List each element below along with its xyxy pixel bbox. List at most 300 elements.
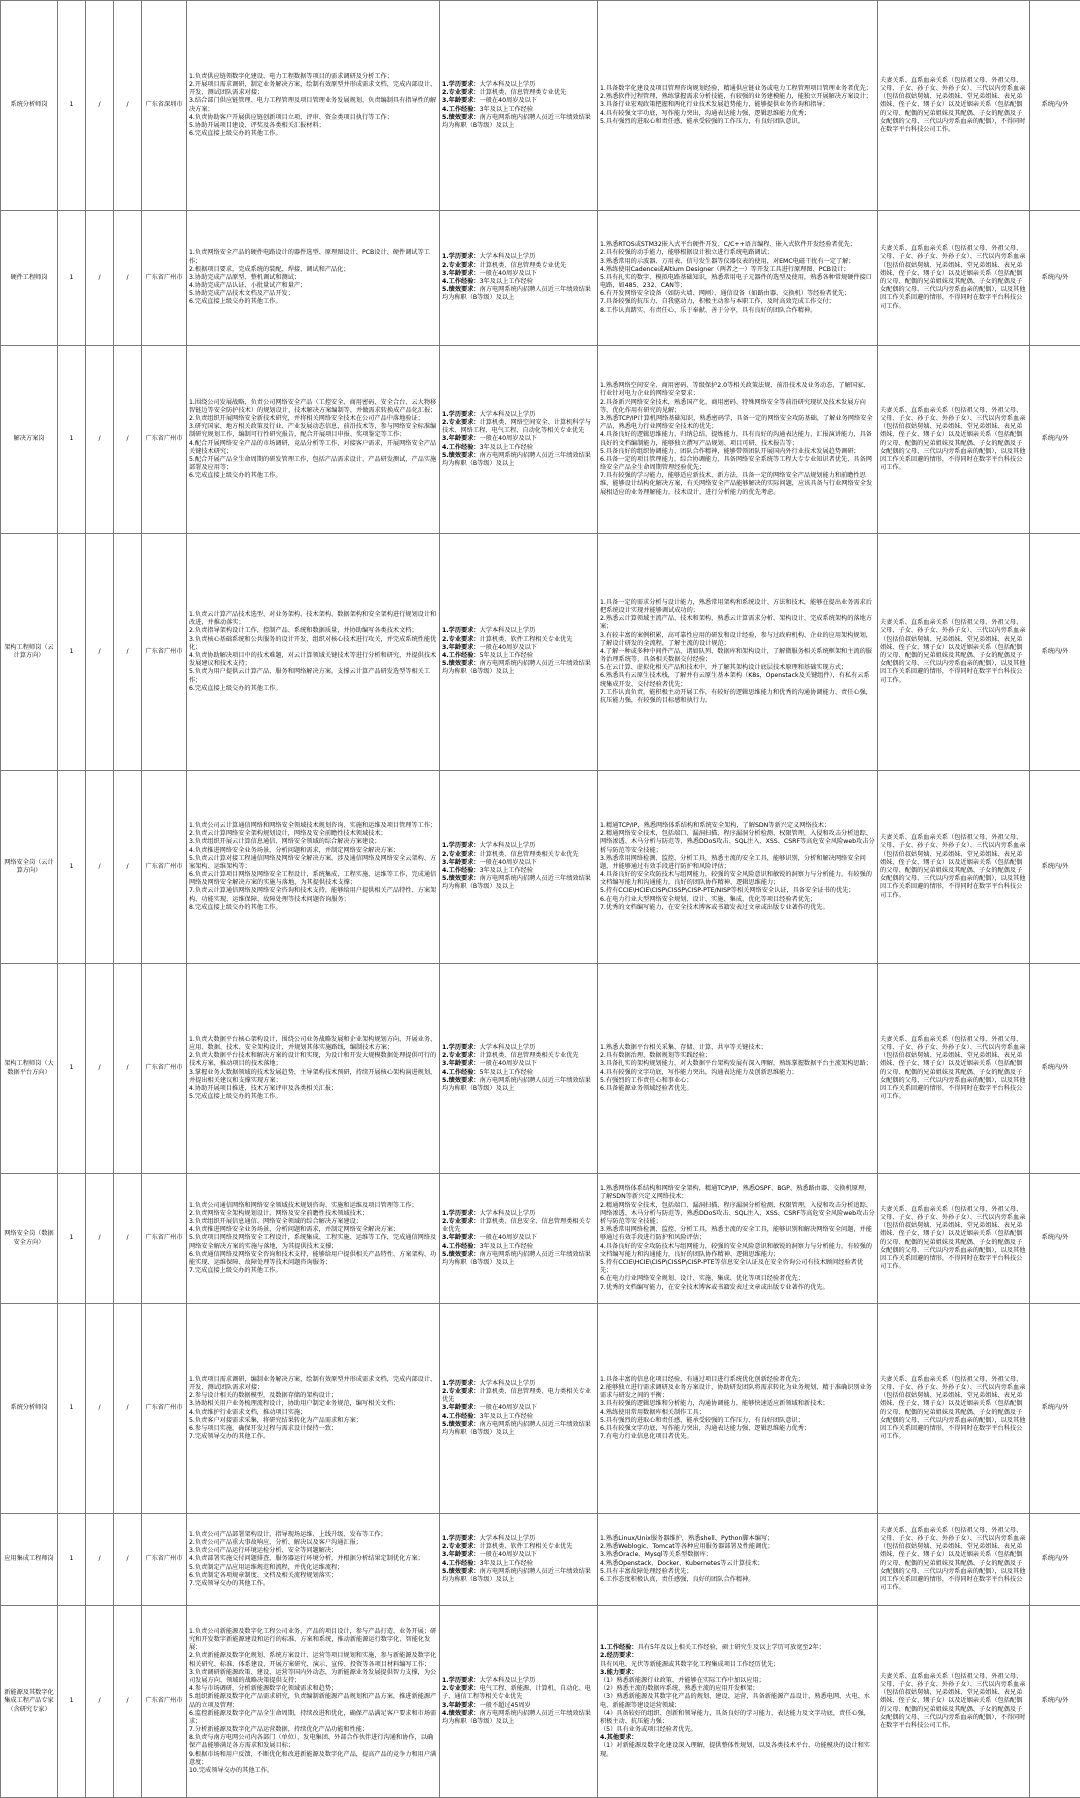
position-cell: 系统分析师岗: [1, 1, 58, 211]
requirement-key: 工作经验：: [449, 278, 480, 285]
requirement-line: [442, 1243, 595, 1251]
other-requirement-line: 具有风电、光伏等新能源或其数字化工程集成项目工作经历优先；: [600, 1661, 875, 1669]
other-requirement-line: （5）具有业务或项目经验者优先。: [600, 1726, 875, 1734]
requirement-key: 学历要求：: [449, 1677, 480, 1684]
duty-line: 10.完成领导交办的其他工作。: [189, 1767, 437, 1775]
requirement-line: [442, 435, 595, 443]
requirement-value: 3年及以上工作经验: [480, 1413, 533, 1420]
duty-line: 3.负责核心基础系统和公共服务的设计开发，组织对核心技术进行攻关，并完成系统性能优化；: [189, 636, 437, 652]
table-row: [1, 346, 1080, 534]
requirement-number: 3.: [442, 270, 449, 277]
requirement-line: [442, 652, 595, 660]
duty-line: 2.参与设计相关的数据模型，及数据存储的架构设计；: [189, 1392, 437, 1400]
requirement-value: 5年及以上工作经验: [480, 652, 533, 659]
requirement-key: 专业要求：: [449, 851, 480, 858]
duty-line: 1.负责公司通信网络和网络安全领域技术规划咨询、实施和运维及项目管理等工作；: [189, 1202, 437, 1210]
other-requirement-line: 6.具备一定的项目管理能力，综合协调能力，具备网络安全系统等工程大专专业知识者优先，具备网络安全产品全生命周期管理经验优先；: [600, 456, 875, 472]
requirement-line: [442, 1535, 595, 1543]
requirement-number: 2.: [442, 1543, 449, 1550]
duty-line: 3.协助完成产品原型、整机调试和测试；: [189, 274, 437, 282]
table-row: [1, 534, 1080, 771]
requirement-value: 计算机类、信息管理类专业优先: [480, 89, 567, 96]
duty-line: 2.负责公司产品重大事故响应，分析、解决以及客户沟通汇报；: [189, 1539, 437, 1547]
other-requirement-line: 7.工作认真负责，能积极主动开展工作，有较好的逻辑思维能力和优秀的沟通协调能力、责任心强，抗压能力强，有较强的目标感和执行力。: [600, 689, 875, 705]
avoidance-cell: 夫妻关系、直系血亲关系（包括祖父母、外祖父母、父母、子女、孙子女、外孙子女）、三代以内旁系血亲（包括伯叔姑舅姨、兄弟姐妹、堂兄弟姐妹、表兄弟姐妹、侄子女、甥子女）以及近姻亲关系（包括配偶的父母、配偶的兄弟姐妹及其配偶、子女的配偶及子女配偶的父母、三代以内旁系血亲的配偶），以及其他因工作关系回避的情形，不得同时在数字平台科技公司工作。: [878, 346, 1030, 534]
other-requirement-line: （3）熟悉新能源及其数字化产品的规划、建设、运营，具备新能源产品设计，熟悉电网、火电、水电、新能源等建设运营领域；: [600, 1693, 875, 1709]
duty-line: 4.负责推进网络安全业务场景，分析问题和需求，并制定网络安全解决方案；: [189, 847, 437, 855]
duties-cell: [187, 211, 440, 346]
other-requirement-line: 5.持有CCIE\HCIE\CISP\CISSP\CISP-PTE/NISP等相关网络安全认证，具备安全证书的优先；: [600, 887, 875, 895]
duty-line: 4.配合开展网络安全产品的市场调研，竞品分析等工作，对接客户需求，开展网络安全产品关键技术研究；: [189, 440, 437, 456]
requirement-value: 3年及以上工作经验: [480, 106, 533, 113]
avoidance-cell: 夫妻关系、直系血亲关系（包括祖父母、外祖父母、父母、子女、孙子女、外孙子女）、三代以内旁系血亲（包括伯叔姑舅姨、兄弟姐妹、堂兄弟姐妹、表兄弟姐妹、侄子女、甥子女）以及近姻亲关系（包括配偶的父母、配偶的兄弟姐妹及其配偶、子女的配偶及子女配偶的父母、三代以内旁系血亲的配偶），以及其他因工作关系回避的情形，不得同时在数字平台科技公司工作。: [878, 771, 1030, 964]
other-requirement-line: 7.优秀的文档编写能力，在安全技术博客或书籍发表过文章或出版专业著作的优先。: [600, 1284, 875, 1292]
requirement-number: 5.: [442, 1077, 449, 1084]
requirement-value: 一般在40周岁及以下: [480, 1404, 537, 1411]
requirements-cell: [440, 534, 598, 771]
requirement-value: 一般在40周岁及以下: [480, 1234, 537, 1241]
requirement-number: 1.: [442, 1210, 449, 1217]
location-cell: 广东省广州市: [142, 964, 187, 1174]
duty-line: 1.负责项目需求调研，编制业务解决方案，绘制有效原型并形成需求文档，完成内部设计、开发、测试团队需求对接；: [189, 1376, 437, 1392]
other-requirement-line: 1.具备丰富的信息化项目经验，有通过项目进行系统优化创新经验者优先；: [600, 1376, 875, 1384]
requirement-key: 年龄要求：: [449, 1060, 480, 1067]
duty-line: 4.负责协助客户开展供应链创新项目立项、评审、资金类项目执行等工作；: [189, 114, 437, 122]
requirements-cell: [440, 346, 598, 534]
requirement-number: 3.: [442, 1702, 449, 1709]
location-cell: 广东省广州市: [142, 211, 187, 346]
requirement-key: 绩效要求：: [449, 1421, 480, 1428]
requirement-number: 5.: [442, 286, 449, 293]
other-requirement-line: 3.熟悉Oracle、Mysql等关系型数据库；: [600, 1551, 875, 1559]
requirement-line: [442, 1060, 595, 1068]
other-requirement-line: 6.有开发网络安全设备（如防火墙、网闸）、通信设备（如路由器、交换机）等经验者优先；: [600, 290, 875, 298]
requirement-key: 年龄要求：: [449, 1702, 480, 1709]
location-cell: 广东省广州市: [142, 1606, 187, 1798]
requirement-value: 大学本科及以上学历: [480, 627, 536, 634]
requirement-line: [442, 627, 595, 635]
requirement-line: [442, 1551, 595, 1559]
requirement-key: 工作经验：: [449, 444, 480, 451]
other-requirement-line: 1.熟悉网络空间安全、商用密码、等级保护2.0等相关政策法规、前沿技术及业务动态，了解国家、行业针对电力企业的网络安全要求；: [600, 382, 875, 398]
requirement-number: 1.: [442, 1380, 449, 1387]
other-requirement-line: 7.有电力行业信息化项目者优先。: [600, 1433, 875, 1441]
requirement-number: 4.: [442, 1413, 449, 1420]
requirement-line: [442, 1702, 595, 1710]
requirement-value: 一般在40周岁及以下: [480, 1060, 537, 1067]
duty-line: 5.负责云计算对接工程通信网络及网络安全解决方案，涉及通信网络及网络安全云架构、方案架构、运维架构等；: [189, 855, 437, 871]
duty-line: 5.完成直接上级交办的其他工作。: [189, 1093, 437, 1101]
duties-cell: [187, 534, 440, 771]
duty-line: 5.协助完成产品技术文档及产品开发；: [189, 290, 437, 298]
other-requirement-line: （1）熟悉新能源行业政策，并能够在实际工作中加以应用；: [600, 1677, 875, 1685]
requirement-number: 2.: [442, 1685, 449, 1692]
requirement-line: [442, 859, 595, 867]
duty-line: 6.负责云计算项目网络及网络安全工程设计，系统集成、工程实施、运维等工作，完成通信网络及网络安全解决方案的实施与落地，为其提供技术支撑；: [189, 871, 437, 887]
duty-line: 1.负责公司云计算通信网络和网络安全领域技术规划咨询、实施和运维及项目管理等工作；: [189, 822, 437, 830]
other-requirements-cell: [598, 1606, 878, 1798]
requirement-value: 一般在40周岁及以下: [480, 435, 537, 442]
requirement-line: [442, 1421, 595, 1437]
other-requirement-line: 2.熟悉Weblogic、Tomcat等各种应用服务器部署及性能调优；: [600, 1543, 875, 1551]
other-requirement-line: 4.具备良好的逻辑思维能力、归纳总结、提炼能力，具有良好的沟通表达能力、汇报演讲能力，具备良好的文档编制能力，能够独立撰写产品规划、项目可研、技术报告等；: [600, 431, 875, 447]
requirement-key: 工作经验：: [449, 867, 480, 874]
other-requirement-line: 1.熟悉网络体系结构和网络安全架构，精通TCP/IP，熟悉OSPF、BGP、熟悉路由器、交换机原理，了解SDN等新兴定义网络技术；: [600, 1185, 875, 1201]
requirement-number: 2.: [442, 851, 449, 858]
requirement-number: 4.: [442, 1710, 449, 1717]
requirement-line: [442, 411, 595, 419]
requirement-number: 4.: [442, 1560, 449, 1567]
requirement-key: 学历要求：: [449, 253, 480, 260]
requirement-value: 5年及以上工作经验: [480, 1069, 533, 1076]
other-requirement-line: 3.熟悉常用网络检测、监控、分析工具，熟悉主流的安全工具，能够识别和解决网络安全问题，并能够通过有效手段进行防护和风险评估；: [600, 1226, 875, 1242]
requirement-number: 4.: [442, 1243, 449, 1250]
requirement-number: 3.: [442, 1404, 449, 1411]
duty-line: 3.掌握业务大数据领域的技术发展趋势，主导架构技术预研，持续开展核心架构演进规划，并提出相关建议和支撑实现方案；: [189, 1069, 437, 1085]
duty-line: 3.负责组织开展信息通信、网络安全领域的综合解决方案建设；: [189, 1218, 437, 1226]
requirement-value: 大学本科及以上学历: [480, 1535, 536, 1542]
duty-line: 4.负责维护行业需求文档，推动项目实施；: [189, 1409, 437, 1417]
other-requirements-cell: [598, 1304, 878, 1514]
requirement-number: 5.: [442, 452, 449, 459]
count-cell: 1: [58, 964, 86, 1174]
requirement-key: 专业要求：: [449, 636, 480, 643]
requirement-value: 南方电网系统内招聘人员近三年绩效结果均为称职（B等级）及以上: [442, 1077, 591, 1092]
duty-line: 1.负责公司新能源及数字化工程公司业务，产品的项目设计，参与产品打造、业务开展；研究和开发数字新能源建设和运行的标准、方案和系统，推动新能源运行数字化、智能化发展；: [189, 1628, 437, 1653]
duties-cell: [187, 1174, 440, 1304]
other-requirement-line: 4.其他要求：: [600, 1734, 875, 1742]
requirement-number: 1.: [442, 1677, 449, 1684]
requirement-value: 电气工程、新能源、计算机、自动化、电子、通信工程等相关专业优先: [442, 1685, 591, 1700]
requirement-number: 2.: [442, 1388, 449, 1395]
position-cell: 网络安全岗（云计算方向）: [1, 771, 58, 964]
duty-line: 4.负责推进网络安全业务场景，分析问题和需求，并制定网络安全解决方案；: [189, 1226, 437, 1234]
scope-cell: 系统内/外: [1030, 1174, 1080, 1304]
other-requirement-line: 5.具有强烈的进取心和责任感，能承受较强的工作压力，有良好团队意识。: [600, 118, 875, 126]
duty-line: 5.配合开展产品全生命周期的研发管理工作，包括产品需求设计、产品研发测试、产品实施部署及应用等；: [189, 456, 437, 472]
requirement-line: [442, 1685, 595, 1701]
duty-line: 2.负责新能源及数字化规划、系统方案设计、运营等项目规划和实施，参与新能源及数字化相关研究、标准、体系建设，开展方案研究、演示、宣传、投资等各项目材料编写工作；: [189, 1652, 437, 1668]
scope-cell: 系统内/外: [1030, 211, 1080, 346]
requirement-line: [442, 1710, 595, 1726]
other-requirement-line: 3.具有较强的逻辑思维和分析能力，沟通协调能力，能够快速适应新领域和新技术；: [600, 1400, 875, 1408]
other-requirement-line: （2）熟悉主流的数据库系统，熟悉主流的应用开发框架；: [600, 1685, 875, 1693]
requirement-value: 3年及以上工作经验: [480, 444, 533, 451]
duties-cell: [187, 1606, 440, 1798]
age-cell: /: [86, 964, 114, 1174]
requirement-line: [442, 278, 595, 286]
requirement-key: 绩效要求：: [449, 875, 480, 882]
duty-line: 5.负责客户对接需求采集，将研究结果转化为产品需求和方案；: [189, 1417, 437, 1425]
requirement-line: [442, 644, 595, 652]
requirement-number: 2.: [442, 636, 449, 643]
other-requirements-cell: [598, 534, 878, 771]
requirements-cell: [440, 211, 598, 346]
requirement-key: 学历要求：: [449, 627, 480, 634]
requirement-value: 一般不超过45周岁: [480, 1702, 531, 1709]
table-row: [1, 211, 1080, 346]
requirement-line: [442, 660, 595, 676]
requirement-value: 计算机类、软件工程相关专业优先: [480, 636, 573, 643]
requirements-cell: [440, 1, 598, 211]
count-cell: 1: [58, 211, 86, 346]
duty-line: 1.负责大数据平台核心架构设计，围绕公司业务战略发展和企业架构规划方向，开展业务、应用、数据、技术、安全架构设计，并规划其体实施路线，编制技术方案；: [189, 1036, 437, 1052]
requirement-key: 年龄要求：: [449, 1404, 480, 1411]
other-requirement-line: 2.具备新兴网络安全技术，熟悉国产化、商用密码、特殊网络安全等前沿研究现状及技术发展方向等，优化作用有研究的见解；: [600, 399, 875, 415]
gender-cell: /: [114, 1, 142, 211]
other-requirement-line: 3.具备扎实的架构规划能力，对大数据平台架构发展有深入理解，熟练掌握数据平台主流架构思路；: [600, 1060, 875, 1068]
scope-cell: 系统内/外: [1030, 964, 1080, 1174]
other-requirement-line: 1.熟悉RTOS或STM32嵌入式平台硬件开发、C/C++语言编程、嵌入式软件开发经验者优先；: [600, 241, 875, 249]
age-cell: /: [86, 1304, 114, 1514]
requirement-value: 一般在40周岁及以下: [480, 644, 537, 651]
requirement-number: 5.: [442, 1568, 449, 1575]
age-cell: /: [86, 346, 114, 534]
duty-line: 7.分析新能源及数字化产品运营数据，持续优化产品功能和性能；: [189, 1726, 437, 1734]
location-cell: 广东省广州市: [142, 1174, 187, 1304]
requirement-number: 3.: [442, 644, 449, 651]
other-requirement-line: 3.有较丰富的案例积累，高可靠性应用的研发和设计经验，参与过政府机构、企业的应用架构规划，了解设计研发的全流程，了解主流的设计规范；: [600, 632, 875, 648]
other-requirement-line: 8.工作认真踏实、有责任心、乐于奉献、善于分享，具有良好的团队合作精神。: [600, 307, 875, 315]
location-cell: 广东省广州市: [142, 1304, 187, 1514]
other-requirement-line: 2.能够独立进行需求调研及业务方案设计，协助研发团队将需求转化为业务规划，精于准确识别业务需求与研发之间的平衡；: [600, 1384, 875, 1400]
requirement-number: 3.: [442, 435, 449, 442]
requirement-line: [442, 1380, 595, 1388]
requirements-cell: [440, 1304, 598, 1514]
requirement-line: [442, 419, 595, 435]
avoidance-cell: 夫妻关系、直系血亲关系（包括祖父母、外祖父母、父母、子女、孙子女、外孙子女）、三代以内旁系血亲（包括伯叔姑舅姨、兄弟姐妹、堂兄弟姐妹、表兄弟姐妹、侄子女、甥子女）以及近姻亲关系（包括配偶的父母、配偶的兄弟姐妹及其配偶、子女的配偶及子女配偶的父母、三代以内旁系血亲的配偶），不得同时在数字平台科技公司工作。: [878, 1, 1030, 211]
avoidance-cell: 夫妻关系、直系血亲关系（包括祖父母、外祖父母、父母、子女、孙子女、外孙子女）、三代以内旁系血亲（包括伯叔姑舅姨、兄弟姐妹、堂兄弟姐妹、表兄弟姐妹、侄子女、甥子女）以及近姻亲关系（包括配偶的父母、配偶的兄弟姐妹及其配偶、子女的配偶及子女配偶的父母、三代以内旁系血亲的配偶），以及其他因工作关系回避的情形，不得同时在数字平台科技公司工作。: [878, 964, 1030, 1174]
requirement-key: 年龄要求：: [449, 435, 480, 442]
table-row: [1, 1174, 1080, 1304]
requirements-cell: [440, 1514, 598, 1606]
scope-cell: 系统内/外: [1030, 1, 1080, 211]
duty-line: 3.结合部门供应链管理、电力工程管理及项目管理业务发展规划，负责编制具有指导性的解决方案；: [189, 97, 437, 113]
requirement-line: [442, 1388, 595, 1404]
duty-line: 1.围绕公司发展战略，负责公司网络安全产品（工控安全、商用密码、安全合台、云大物移智链边等安全防护技术）的规划设计、技术解决方案编制等，并做需求转换成产品化汇报；: [189, 399, 437, 415]
duty-line: 7.负责云计算通信网络及网络安全咨询和技术支持，能够给用户提供相关产品特性、方案架构、功能实现、运维保障、故障处理等技术问题咨询服务；: [189, 887, 437, 903]
avoidance-cell: 夫妻关系、直系血亲关系（包括祖父母、外祖父母、父母、子女、孙子女、外孙子女）、三代以内旁系血亲（包括伯叔姑舅姨、兄弟姐妹、堂兄弟姐妹、表兄弟姐妹、侄子女、甥子女）以及近姻亲关系（包括配偶的父母、配偶的兄弟姐妹及其配偶、子女的配偶及子女配偶的父母、三代以内旁系血亲的配偶），以及其他因工作关系回避的情形，不得同时在数字平台科技公司工作。: [878, 1174, 1030, 1304]
duty-line: 3.负责组织开展云计算信息通信、网络安全领域的综合解决方案建设；: [189, 838, 437, 846]
requirement-key: 年龄要求：: [449, 97, 480, 104]
requirement-key: 绩效要求：: [449, 1568, 480, 1575]
location-cell: 广东省广州市: [142, 346, 187, 534]
requirement-value: 3年及以上工作经验: [480, 1243, 533, 1250]
duty-line: 4.负责协助解决项目中的技术难题，对云计算领域关键技术等进行分析和研究，并提供技术发展建议和技术支持；: [189, 652, 437, 668]
requirement-line: [442, 114, 595, 130]
requirement-key: 绩效要求：: [449, 1077, 480, 1084]
other-requirement-line: 4.具备良好的安全攻防技术与组网能力，较强的安全风险意识和敏锐的洞察力与分析能力，有较强的文档编写能力和沟通能力，良好的团队协作精神、逻辑思维能力；: [600, 1243, 875, 1259]
requirement-line: [442, 286, 595, 302]
requirement-value: 南方电网系统内招聘人员近三年绩效结果均为称职（B等级）及以上: [442, 1568, 591, 1583]
duty-line: 6.完成直接上级交办的其他工作。: [189, 130, 437, 138]
requirement-number: 1.: [442, 411, 449, 418]
requirement-number: 5.: [442, 875, 449, 882]
count-cell: 1: [58, 771, 86, 964]
requirement-number: 1.: [442, 253, 449, 260]
requirements-cell: [440, 1174, 598, 1304]
gender-cell: /: [114, 346, 142, 534]
other-requirements-cell: [598, 771, 878, 964]
requirement-key: 专业要求：: [449, 1543, 480, 1550]
other-requirement-line: 2.熟悉云计算领域主流产品、技术和架构，熟悉云计算需求分析、架构设计、完成系统架构的落地方案；: [600, 615, 875, 631]
age-cell: /: [86, 1, 114, 211]
count-cell: 1: [58, 1174, 86, 1304]
other-requirement-line: 3.熟悉常用的示波器、万用表、信号发生器等仪器仪表的使用，对EMC电磁干扰有一定了解；: [600, 258, 875, 266]
requirement-key: 学历要求：: [449, 842, 480, 849]
requirement-number: 4.: [442, 444, 449, 451]
position-cell: 新能源及其数字化集成工程产品专家（含研究专家）: [1, 1606, 58, 1798]
requirement-number: 1.: [442, 1044, 449, 1051]
requirement-key: 绩效要求：: [449, 1710, 480, 1717]
requirement-key: 专业要求：: [449, 1388, 480, 1395]
other-requirement-line: 4.熟悉Openstack、Docker、Kubernetes等云计算技术；: [600, 1560, 875, 1568]
requirement-line: [442, 106, 595, 114]
requirement-line: [442, 1044, 595, 1052]
other-requirement-line: 6.熟悉具有云原生技术栈，了解并有云原生基本架构（K8s，Openstack及关键组件），有私有云系统集成开发、交付经验者优先；: [600, 672, 875, 688]
other-requirement-line: 3.熟悉常用网络检测、监控、分析工具，熟悉主流的安全工具，能够识别，分析和解决网络安全问题，并能够通过有效手段进行防护和风险评估；: [600, 855, 875, 871]
other-requirement-line: 3.熟悉TCP/IP计算机网络基础知识，熟悉密码学，具备一定的网络安全攻防基础，了解业务网络安全产品，熟悉电力行业网络安全技术的优先；: [600, 415, 875, 431]
requirement-number: 2.: [442, 1218, 449, 1225]
duty-line: 8.负责与南方电网公司内各部门（单位）、发电集团、外部合作伙伴进行沟通和协作，以确保产品能够满足各方需求和发展目标；: [189, 1734, 437, 1750]
requirement-number: 3.: [442, 97, 449, 104]
requirement-key: 绩效要求：: [449, 286, 480, 293]
age-cell: /: [86, 1174, 114, 1304]
requirement-key: 学历要求：: [449, 1044, 480, 1051]
duty-line: 6.完成直接上级交办的其他工作。: [189, 298, 437, 306]
requirement-number: 4.: [442, 1069, 449, 1076]
requirement-number: 3.: [442, 1060, 449, 1067]
requirement-number: 1.: [442, 1535, 449, 1542]
other-requirement-line: 5.持有CCIE\HCIE\CISP\CISSP\CISP-PTE等信息安全认证及在安全咨询公司有技术顾问经验者优先；: [600, 1259, 875, 1275]
count-cell: 1: [58, 1606, 86, 1798]
position-cell: 架构工程师岗（大数据平台方向）: [1, 964, 58, 1174]
duty-line: 6.负责通信网络及网络安全咨询和技术支持，能够给用户提供相关产品特性、方案架构、功能实现、运维保障、故障处理等技术问题咨询服务；: [189, 1251, 437, 1267]
requirement-number: 2.: [442, 419, 449, 426]
other-requirements-cell: [598, 211, 878, 346]
location-cell: 广东省深圳市: [142, 1, 187, 211]
requirement-key: 工作经验：: [449, 652, 480, 659]
table-row: [1, 771, 1080, 964]
other-requirement-line: 7.具有较强的学习能力，能够适应新技术、新方法，具备一定的网络安全产品规划能力和前瞻性思维，能够设计结构化解决方案，有关网络安全产品能够解决的实际问题，应该具备与行业网络安全发展相适应的业务理解能力，技术设计，进行分析能力的优先考虑。: [600, 472, 875, 497]
requirement-line: [442, 1210, 595, 1218]
requirement-value: 南方电网系统内招聘人员近三年绩效结果均为称职（B等级）及以上: [442, 286, 591, 301]
count-cell: 1: [58, 534, 86, 771]
location-cell: 广东省广州市: [142, 1514, 187, 1606]
requirement-key: 专业要求：: [449, 1052, 480, 1059]
scope-cell: 系统内/外: [1030, 1606, 1080, 1798]
duty-line: 2.负责网络安全架构规划设计，网络及安全前瞻性技术领域技术；: [189, 1210, 437, 1218]
other-requirement-line: 2.具有较强的动手能力，能够根据设计独立进行系统电路调试；: [600, 249, 875, 257]
requirement-line: [442, 1218, 595, 1234]
other-requirement-key: 1.工作经验：: [600, 1644, 638, 1651]
duties-cell: [187, 771, 440, 964]
requirement-key: 绩效要求：: [449, 114, 480, 121]
other-requirement-line: 2.精通网络安全技术，包括端口、漏洞扫描、程序漏洞分析检测、权限管理，入侵和攻击分析追踪、网络渗透、木马分析与防范等，熟悉DDoS攻击、SQL注入、XSS、CSRF等高危安全风险web攻击分析与防范等安全技能；: [600, 1202, 875, 1227]
requirement-line: [442, 842, 595, 850]
requirements-cell: [440, 1606, 598, 1798]
duty-line: 2.负责组织开展网络安全新技术研究，并将相关网络安全技术在公司产品中落地验证；: [189, 415, 437, 423]
requirement-key: 绩效要求：: [449, 660, 480, 667]
duty-line: 6.参与项目实施，确保开发过程与需求设计保持一致；: [189, 1425, 437, 1433]
requirement-line: [442, 1234, 595, 1242]
age-cell: /: [86, 534, 114, 771]
requirement-value: 南方电网系统内招聘人员近三年绩效结果均为称职（B等级）及以上: [442, 875, 591, 890]
requirement-line: [442, 867, 595, 875]
duty-line: 6.完成直接上级交办的其他工作。: [189, 685, 437, 693]
requirement-key: 工作经验：: [449, 1243, 480, 1250]
requirement-number: 5.: [442, 114, 449, 121]
requirement-value: 南方电网系统内招聘人员近三年绩效结果均为称职（B等级）及以上: [442, 114, 591, 129]
other-requirement-line: 5.具备良好的组织协调能力、团队合作精神，能够带领团队开展国内外行业技术发展趋势调研；: [600, 448, 875, 456]
gender-cell: /: [114, 1514, 142, 1606]
gender-cell: /: [114, 534, 142, 771]
duty-line: 6.监控新能源及数字化产品全生命周期，持续改进和优化，确保产品满足客户要求和市场需求；: [189, 1710, 437, 1726]
age-cell: /: [86, 1514, 114, 1606]
count-cell: 1: [58, 1304, 86, 1514]
duty-line: 2.负责云计算网络安全架构规划设计，网络及安全前瞻性技术领域技术；: [189, 830, 437, 838]
requirement-number: 5.: [442, 1421, 449, 1428]
duties-cell: [187, 1304, 440, 1514]
table-row: [1, 1304, 1080, 1514]
duty-line: 2.负责指导架构设计工作，控制产品、系统和数据质量，并协助编写各类技术文档；: [189, 627, 437, 635]
requirement-line: [442, 1069, 595, 1077]
requirement-number: 2.: [442, 262, 449, 269]
position-cell: 应用集成工程师岗: [1, 1514, 58, 1606]
requirement-value: 3年及以上工作经验: [480, 1560, 533, 1567]
scope-cell: 系统内/外: [1030, 346, 1080, 534]
table-body: [1, 1, 1080, 1798]
requirement-key: 年龄要求：: [449, 859, 480, 866]
requirement-value: 计算机类、信息管理类相关专业优先: [480, 851, 579, 858]
requirement-key: 年龄要求：: [449, 270, 480, 277]
requirement-line: [442, 1404, 595, 1412]
position-cell: 网络安全岗（数据安全方向）: [1, 1174, 58, 1304]
scope-cell: 系统内/外: [1030, 771, 1080, 964]
requirement-key: 学历要求：: [449, 81, 480, 88]
duties-cell: [187, 1514, 440, 1606]
position-cell: 系统分析师岗: [1, 1304, 58, 1514]
requirement-value: 南方电网系统内招聘人员近三年绩效结果均为称职（B等级）及以上: [442, 1421, 591, 1436]
requirement-line: [442, 253, 595, 261]
requirement-line: [442, 1677, 595, 1685]
other-requirement-line: 2.精通网络安全技术，包括端口、漏洞扫描、程序漏洞分析检测、权限管理，入侵和攻击分析追踪、网络渗透、木马分析与防范等，熟悉DDoS攻击、SQL注入、XSS、CSRF等高危安全风险web攻击分析与防范等安全技能；: [600, 830, 875, 855]
requirement-number: 1.: [442, 842, 449, 849]
requirement-key: 学历要求：: [449, 1210, 480, 1217]
other-requirement-line: 1.熟悉Linux/Unix服务器维护，熟悉shell、Python脚本编写；: [600, 1535, 875, 1543]
requirement-value: 南方电网系统内招聘人员近三年绩效结果均为称职（B等级）及以上: [442, 452, 591, 467]
avoidance-cell: 夫妻关系、直系血亲关系（包括祖父母、外祖父母、父母、子女、孙子女、外孙子女）、三代以内旁系血亲（包括伯叔姑舅姨、兄弟姐妹、堂兄弟姐妹、表兄弟姐妹、侄子女、甥子女）以及近姻亲关系（包括配偶的父母、配偶的兄弟姐妹及其配偶、子女的配偶及子女配偶的父母、三代以内旁系血亲的配偶），以及其他因工作关系回避的情形，不得同时在数字平台科技公司工作。: [878, 211, 1030, 346]
requirement-line: [442, 81, 595, 89]
requirement-key: 工作经验：: [449, 106, 480, 113]
requirement-value: 大学本科及以上学历: [480, 411, 536, 418]
duty-line: 5.负责为用户提供云计算产品、服务和网络解决方案，支撑云计算产品研发选型等相关工作；: [189, 668, 437, 684]
requirement-number: 4.: [442, 278, 449, 285]
table-row: [1, 1514, 1080, 1606]
duty-line: 5.协助开展项目建设、评奖及各类相关汇报材料；: [189, 122, 437, 130]
requirement-key: 学历要求：: [449, 411, 480, 418]
other-requirement-line: 5.有强烈的工作责任心和事业心；: [600, 1077, 875, 1085]
other-requirement-line: [600, 1644, 875, 1652]
requirement-value: 大学本科及以上学历: [480, 1044, 536, 1051]
requirement-number: 1.: [442, 81, 449, 88]
duties-cell: [187, 964, 440, 1174]
duty-line: 4.协助开展项目推进，技术方案评审及各类相关汇报；: [189, 1085, 437, 1093]
requirement-line: [442, 1568, 595, 1584]
duty-line: 3.研究国家、地方相关政策及行业、产业发展动态信息，前沿技术等，参与网络安全标准编制研究规划工作，编制可行性研究报告，配合开展项目申报、奖项鉴定等工作；: [189, 423, 437, 439]
requirement-value: 大学本科及以上学历: [480, 253, 536, 260]
other-requirement-line: 6.在电力行业网络安全规划、设计、实施、集成、优化等项目经验者优先；: [600, 1275, 875, 1283]
